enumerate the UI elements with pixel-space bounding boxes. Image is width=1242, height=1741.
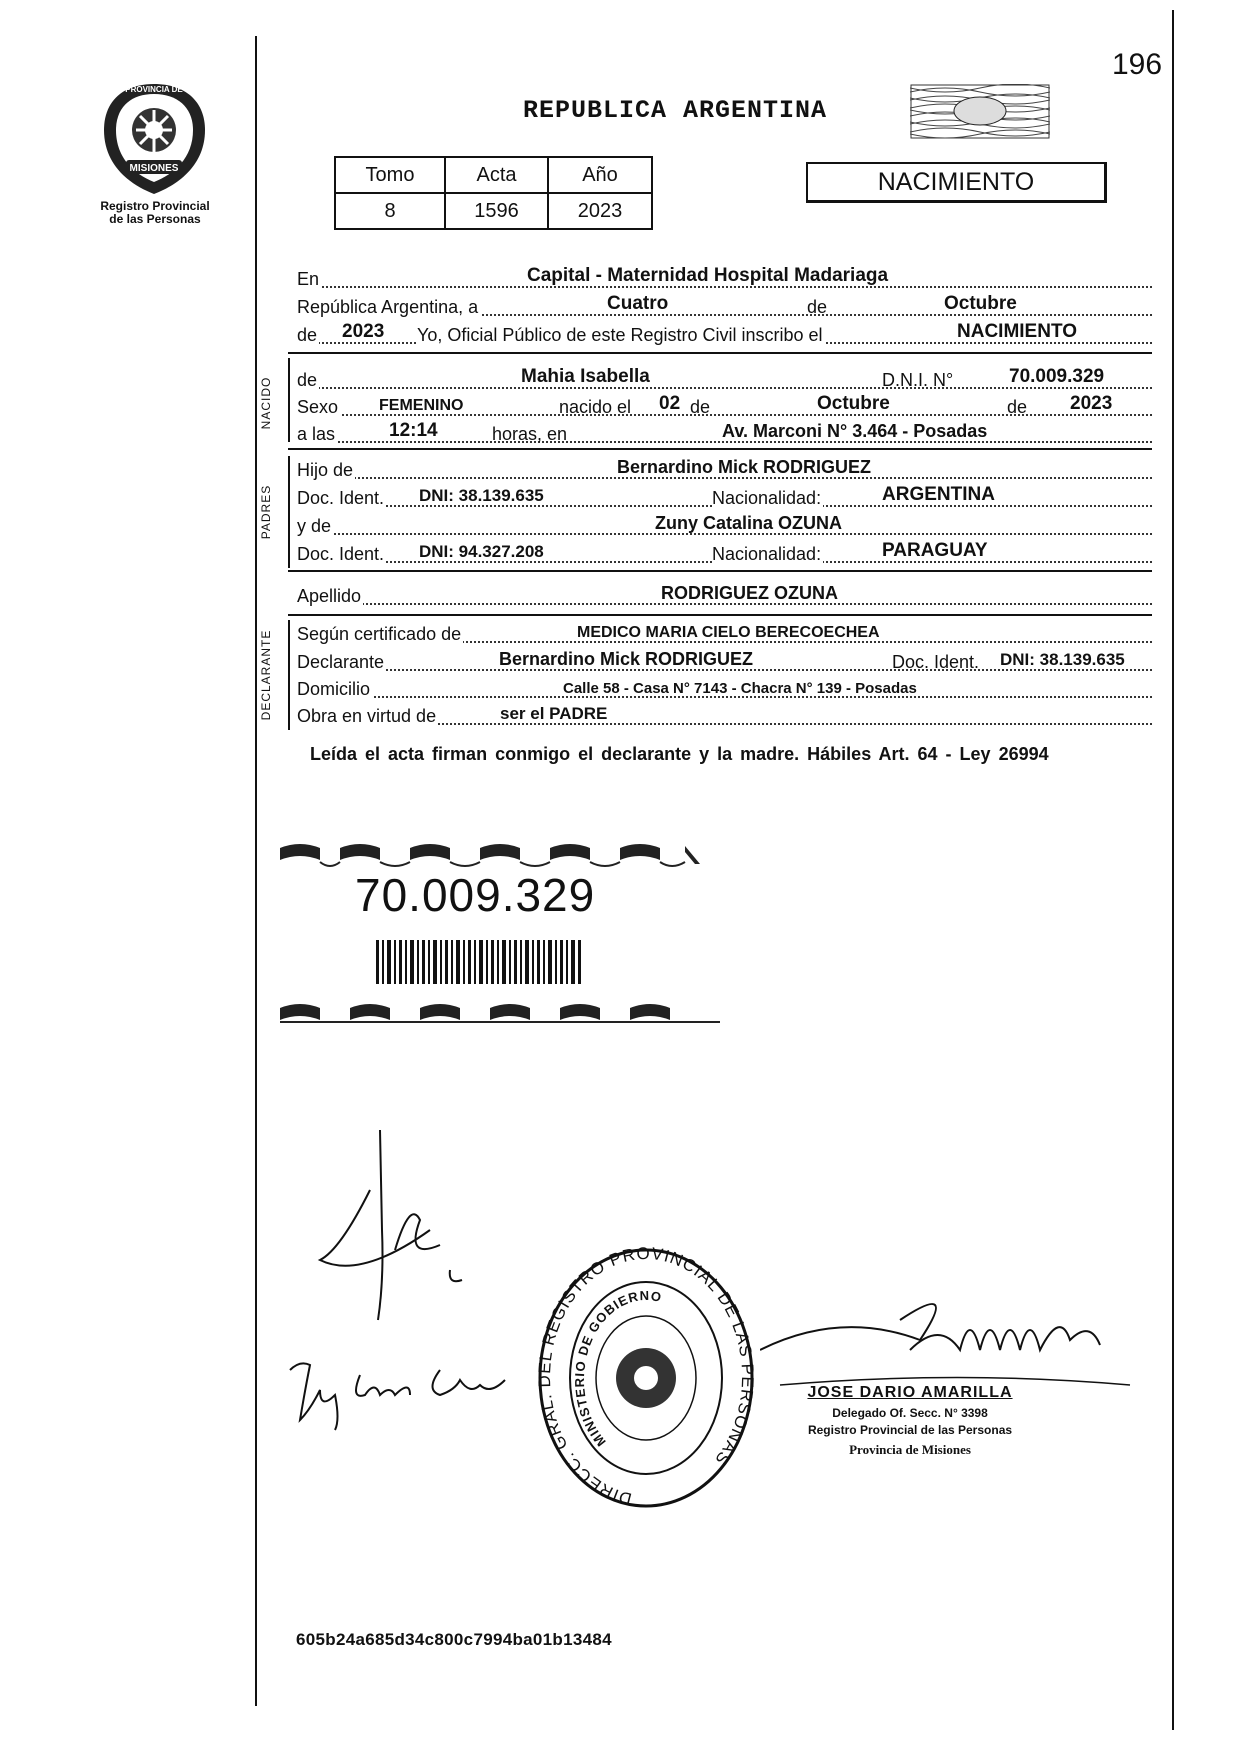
declarante-doc: DNI: 38.139.635 xyxy=(1000,650,1125,669)
logo-text-bottom: MISIONES xyxy=(129,163,179,174)
father-nationality: ARGENTINA xyxy=(882,484,995,505)
officer-role: Delegado Of. Secc. N° 3398 xyxy=(832,1406,988,1420)
day-value: Cuatro xyxy=(607,293,669,314)
father-nac-label: Nacionalidad: xyxy=(712,488,822,508)
row-father-doc xyxy=(297,484,1152,511)
en-label: En xyxy=(297,269,320,289)
birth-year: 2023 xyxy=(1070,393,1113,414)
nacido-divider xyxy=(288,358,290,442)
mother-nationality: PARAGUAY xyxy=(882,540,988,561)
apellido-label: Apellido xyxy=(297,586,362,606)
registry-header-acta: Acta xyxy=(445,157,548,193)
nacido-de-label: de xyxy=(297,370,318,390)
de-label: de xyxy=(807,297,828,317)
seal-inner-text: MINISTERIO DE GOBIERNO xyxy=(571,1287,664,1450)
row-republica xyxy=(297,293,1152,320)
cert-label: Según certificado de xyxy=(297,624,462,644)
domicilio-label: Domicilio xyxy=(297,679,371,699)
page-number: 196 xyxy=(1112,48,1163,81)
alas-label: a las xyxy=(297,424,336,444)
misiones-crest-icon xyxy=(92,80,217,198)
hijo-label: Hijo de xyxy=(297,460,354,480)
row-declarante xyxy=(297,648,1152,675)
father-doc-label: Doc. Ident. xyxy=(297,488,385,508)
declarante-signature-icon xyxy=(300,1130,480,1330)
horas-label: horas, en xyxy=(492,424,568,444)
declarante-doc-label: Doc. Ident. xyxy=(892,652,980,672)
registry-table xyxy=(334,156,653,230)
officer-org: Registro Provincial de las Personas xyxy=(807,1423,1013,1437)
nacido-section-label: NACIDO xyxy=(259,376,273,430)
declarante-label: Declarante xyxy=(297,652,385,672)
nacido-el-label: nacido el xyxy=(559,397,632,417)
sexo-label: Sexo xyxy=(297,397,339,417)
row-inscribo xyxy=(297,321,1152,348)
domicilio-value: Calle 58 - Casa N° 7143 - Chacra N° 139 - Posadas xyxy=(563,680,917,697)
registry-header-ano: Año xyxy=(548,157,652,193)
document-type-box: NACIMIENTO xyxy=(806,162,1107,203)
place-value: Capital - Maternidad Hospital Madariaga xyxy=(527,265,889,286)
document-hash: 605b24a685d34c800c7994ba01b13484 xyxy=(296,1630,612,1649)
row-certificado xyxy=(297,620,1152,647)
left-margin-line xyxy=(255,36,257,1706)
row-hijo xyxy=(297,456,1152,483)
row-mother-doc xyxy=(297,540,1152,567)
legal-note: Leída el acta firman conmigo el declarante y la madre. Hábiles Art. 64 - Ley 26994 xyxy=(310,744,1049,764)
separator-2 xyxy=(288,448,1152,450)
mother-doc-label: Doc. Ident. xyxy=(297,544,385,564)
officer-name: JOSE DARIO AMARILLA xyxy=(807,1384,1013,1401)
declarante-section-label: DECLARANTE xyxy=(259,629,273,721)
separator-4 xyxy=(288,614,1152,616)
official-seal-icon xyxy=(535,1245,757,1515)
event-value: NACIMIENTO xyxy=(957,321,1077,342)
separator-3 xyxy=(288,570,1152,572)
birth-day: 02 xyxy=(659,393,681,414)
logo-caption xyxy=(80,200,230,226)
child-dni: 70.009.329 xyxy=(1009,366,1105,387)
mother-nac-label: Nacionalidad: xyxy=(712,544,822,564)
row-apellido xyxy=(297,582,1152,609)
row-nacido-name xyxy=(297,366,1152,393)
father-doc: DNI: 38.139.635 xyxy=(419,486,544,505)
document-title: REPUBLICA ARGENTINA xyxy=(523,96,828,125)
father-name: Bernardino Mick RODRIGUEZ xyxy=(617,457,872,477)
barcode-dni-number: 70.009.329 xyxy=(355,869,596,921)
birth-de2-label: de xyxy=(1007,397,1028,417)
declarante-divider xyxy=(288,620,290,730)
row-sexo xyxy=(297,393,1152,420)
logo-text-top: PROVINCIA DE xyxy=(125,85,183,94)
seal-outer-text: DIRECC. GRAL. DEL REGISTRO PROVINCIAL DE LAS PERSONAS xyxy=(535,1245,757,1509)
row-hora xyxy=(297,420,1152,447)
declarante-name: Bernardino Mick RODRIGUEZ xyxy=(499,649,754,669)
security-hologram-icon xyxy=(910,84,1050,139)
birth-place: Av. Marconi N° 3.464 - Posadas xyxy=(722,421,988,441)
separator-1 xyxy=(288,352,1152,354)
sexo-value: FEMENINO xyxy=(379,397,464,414)
logo-caption-line1: Registro Provincial xyxy=(100,199,210,213)
row-en xyxy=(297,265,1152,292)
barcode-bars-icon xyxy=(376,940,581,984)
security-wave-bottom xyxy=(280,1004,670,1020)
right-margin-line xyxy=(1172,10,1174,1730)
obra-value: ser el PADRE xyxy=(500,704,608,723)
row-obra xyxy=(297,702,1152,729)
republica-label: República Argentina, a xyxy=(297,297,479,317)
registry-ano: 2023 xyxy=(548,193,652,229)
mother-name: Zuny Catalina OZUNA xyxy=(655,513,843,533)
mother-doc: DNI: 94.327.208 xyxy=(419,542,544,561)
madre-signature-icon xyxy=(280,1350,520,1440)
registry-header-tomo: Tomo xyxy=(335,157,445,193)
row-domicilio xyxy=(297,675,1152,702)
registry-tomo: 8 xyxy=(335,193,445,229)
certificate-value: MEDICO MARIA CIELO BERECOECHEA xyxy=(577,624,880,641)
dni-label: D.N.I. N° xyxy=(882,370,954,390)
row-mother xyxy=(297,512,1152,539)
padres-section-label: PADRES xyxy=(259,484,273,540)
birth-de-label: de xyxy=(690,397,711,417)
padres-divider xyxy=(288,456,290,568)
apellido-value: RODRIGUEZ OZUNA xyxy=(661,583,838,603)
inscribo-label: Yo, Oficial Público de este Registro Civil inscribo el xyxy=(417,325,823,345)
mother-label: y de xyxy=(297,516,332,536)
child-name: Mahia Isabella xyxy=(521,366,650,387)
officer-province: Provincia de Misiones xyxy=(849,1442,971,1457)
security-wave-top xyxy=(280,844,700,864)
de2-label: de xyxy=(297,325,318,345)
registry-acta: 1596 xyxy=(445,193,548,229)
month-value: Octubre xyxy=(944,293,1017,314)
year-value: 2023 xyxy=(342,321,385,342)
logo-caption-line2: de las Personas xyxy=(109,212,201,226)
obra-label: Obra en virtud de xyxy=(297,706,437,726)
birth-time: 12:14 xyxy=(389,420,438,441)
birth-month: Octubre xyxy=(817,393,890,414)
